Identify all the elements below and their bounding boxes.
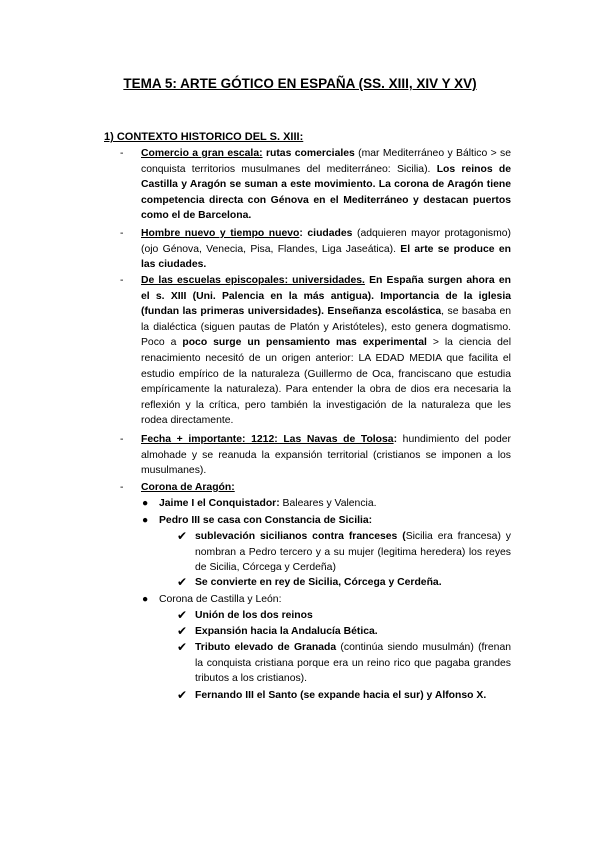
dash-marker: - (120, 482, 124, 493)
bold-text: Unión de los dos reinos (195, 610, 313, 621)
colon: : (393, 434, 398, 445)
list-item-jaime (159, 496, 511, 512)
check-icon: ✔ (177, 529, 188, 543)
paragraph-aragon (141, 480, 511, 496)
bold-text: Los reinos de Castilla y Aragón se suman a este movimiento. La corona de Aragón tiene competencia directa con Génova en el Mediterráneo y destacan puertos como el de Barcelona. (141, 163, 511, 222)
paragraph-lead: De las escuelas episcopales: universidades. (141, 275, 365, 286)
dash-marker: - (120, 434, 124, 445)
body-text: hundimiento del poder almohade y se reanuda la expansión territorial (cristianos se imponen a los musulmanes). (141, 434, 511, 477)
bullet-marker: ● (142, 498, 149, 509)
paragraph-navas-tolosa (141, 432, 511, 479)
bold-text: Jaime I el Conquistador: (159, 498, 280, 509)
bold-text: Se convierte en rey de Sicilia, Córcega y Cerdeña. (195, 577, 442, 588)
bold-text: rutas comerciales (265, 148, 355, 159)
paragraph-lead: Hombre nuevo y tiempo nuevo (141, 228, 300, 239)
bold-text: Expansión hacia la Andalucía Bética. (195, 626, 378, 637)
body-text: Baleares y Valencia. (279, 498, 377, 509)
dash-marker: - (120, 148, 124, 159)
bullet-marker: ● (142, 594, 149, 605)
paragraph-lead: Comercio a gran escala: (141, 148, 263, 159)
sub-item-union (195, 608, 511, 624)
bullet-marker: ● (142, 515, 149, 526)
sub-item-expansion (195, 624, 511, 640)
bold-text: sublevación sicilianos contra franceses ( (195, 531, 406, 542)
bold-text: Tributo elevado de Granada (195, 642, 337, 653)
bold-text: En España surgen ahora en el s. XIII (Uni. Palencia en la más antigua). Importancia de la iglesia (fundan las primeras universidades). Enseñanza escolástica (141, 275, 511, 318)
paragraph-commerce (141, 146, 511, 224)
bold-text: Fernando III el Santo (se expande hacia el sur) y Alfonso X. (195, 690, 487, 701)
paragraph-lead: Corona de Aragón: (141, 482, 235, 493)
body-text: Corona de Castilla y León: (159, 594, 282, 605)
check-icon: ✔ (177, 624, 188, 638)
check-icon: ✔ (177, 575, 188, 589)
sub-item-fernando (195, 688, 511, 704)
page-title: TEMA 5: ARTE GÓTICO EN ESPAÑA (SS. XIII, XIV Y XV) (123, 76, 477, 91)
paragraph-universities (141, 273, 511, 429)
body-text: (mar Mediterráneo y Báltico > se conquista territorios musulmanes del mediterráneo: Sicilia). (141, 148, 512, 175)
section-heading: 1) CONTEXTO HISTORICO DEL S. XIII: (104, 131, 304, 143)
check-icon: ✔ (177, 688, 188, 702)
body-text: , se basaba en la dialéctica (siguen pautas de Platón y Aristóteles), esto genera dogmatismo. Poco a (141, 306, 511, 349)
check-icon: ✔ (177, 608, 188, 622)
body-text: Sicilia era francesa) y nombran a Pedro tercero y a su mujer (legitima heredera) los reyes de Sicilia, Córcega y Cerdeña) (195, 531, 511, 574)
sub-item-sublevacion (195, 529, 511, 576)
body-text: > la ciencia del renacimiento necesitó de un origen anterior: LA EDAD MEDIA que facilita el estudio empírico de la naturaleza (Guillermo de Oca, franciscano que estudia empíricamente la naturaleza). Para entender la obra de dios era necesaria la reflexión y la crítica, pero también la investigación de la naturaleza que les rodea directamente. (141, 337, 512, 427)
list-item-castilla (159, 592, 511, 608)
bold-text: El arte se produce en las ciudades. (141, 243, 511, 271)
dash-marker: - (120, 275, 124, 286)
body-text: (continúa siendo musulmán) (frenan la conquista cristiana porque era un reino rico que pagaba grandes tributos a los cristianos). (195, 642, 512, 685)
check-icon: ✔ (177, 640, 188, 654)
body-text: (adquieren mayor protagonismo) (ojo Génova, Venecia, Pisa, Flandes, Liga Jaseática). (141, 228, 511, 255)
paragraph-lead: Fecha + importante: 1212: Las Navas de Tolosa (141, 434, 394, 445)
list-item-pedro (159, 513, 511, 529)
paragraph-cities (141, 226, 511, 273)
bold-text: Pedro III se casa con Constancia de Sicilia: (159, 515, 373, 526)
bold-text: ciudades (307, 228, 353, 239)
sub-item-tributo (195, 640, 511, 687)
sub-item-rey (195, 575, 511, 591)
dash-marker: - (120, 228, 124, 239)
colon: : (299, 228, 308, 239)
bold-text: poco surge un pensamiento mas experimental (182, 337, 427, 349)
